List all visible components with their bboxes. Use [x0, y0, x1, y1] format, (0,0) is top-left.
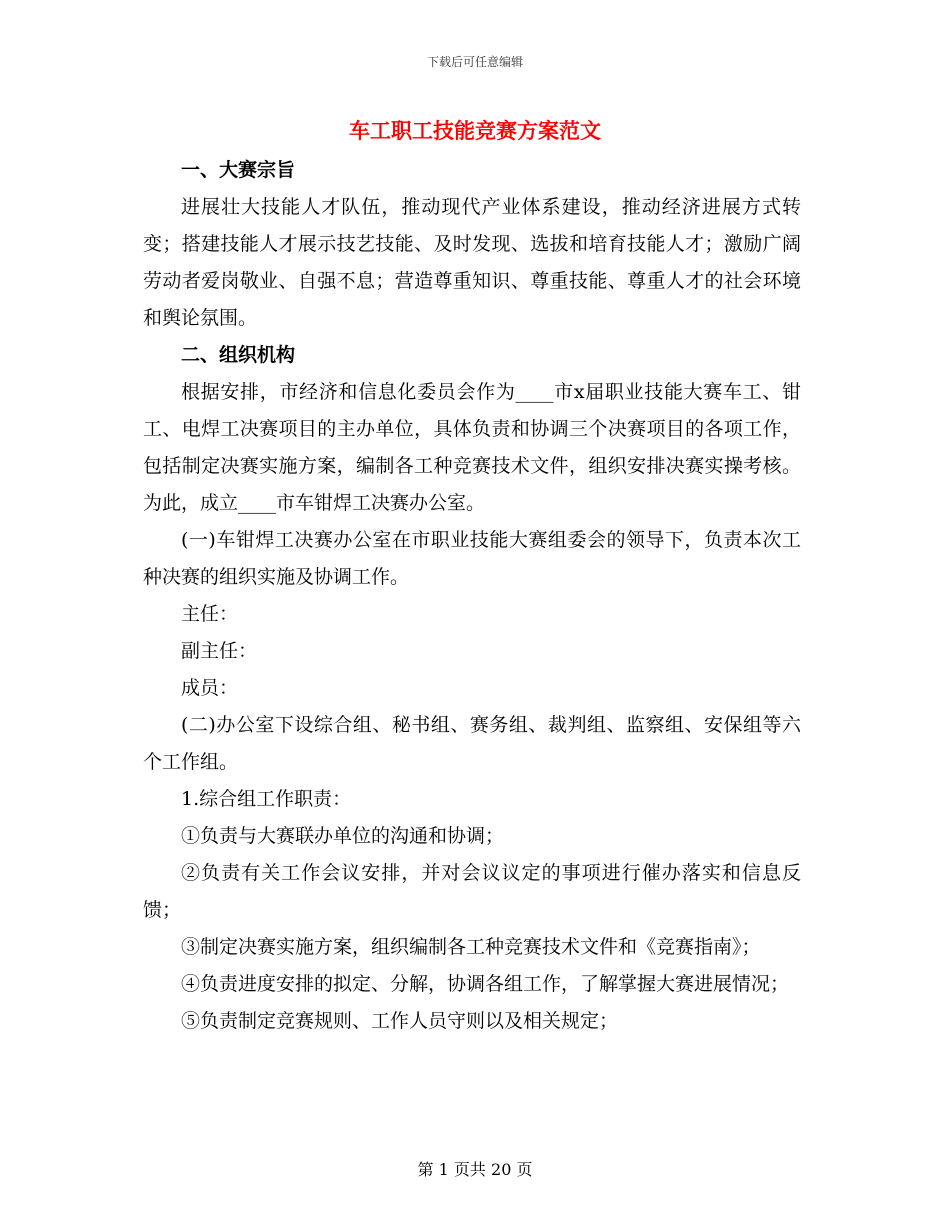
footer-middle: 页共	[453, 1160, 486, 1179]
section-heading-organization: 二、组织机构	[181, 344, 296, 366]
section-heading-purpose: 一、大赛宗旨	[181, 159, 296, 181]
paragraph-director: 主任：	[181, 603, 239, 625]
paragraph-office: (一)车钳焊工决赛办公室在市职业技能大赛组委会的领导下，负责本次工种决赛的组织实施及协调工作。	[143, 529, 801, 588]
page-footer	[0, 1157, 950, 1180]
paragraph-organization: 根据安排，市经济和信息化委员会作为____市x届职业技能大赛车工、钳工、电焊工决赛项目的主办单位，具体负责和协调三个决赛项目的各项工作，包括制定决赛实施方案，编制各工种竞赛技术文件，组织安排决赛实操考核。为此，成立____市车钳焊工决赛办公室。	[143, 381, 801, 514]
document-title: 车工职工技能竞赛方案范文	[349, 118, 601, 143]
document-body	[143, 152, 801, 1040]
footer-suffix: 页	[516, 1160, 533, 1179]
header-note: 下载后可任意编辑	[426, 55, 523, 69]
footer-page-number: 1	[438, 1160, 449, 1179]
footer-page-total: 20	[491, 1160, 512, 1179]
list-item-5: ⑤负责制定竞赛规则、工作人员守则以及相关规定；	[181, 1010, 619, 1032]
list-item-2: ②负责有关工作会议安排，并对会议议定的事项进行催办落实和信息反馈；	[143, 862, 801, 921]
list-item-3: ③制定决赛实施方案，组织编制各工种竞赛技术文件和《竞赛指南》；	[181, 936, 761, 958]
list-item-1: ①负责与大赛联办单位的沟通和协调；	[181, 825, 505, 847]
paragraph-general-group: 1.综合组工作职责：	[181, 788, 352, 810]
paragraph-purpose: 进展壮大技能人才队伍，推动现代产业体系建设，推动经济进展方式转变；搭建技能人才展示技艺技能、及时发现、选拔和培育技能人才；激励广阔劳动者爱岗敬业、自强不息；营造尊重知识、尊重技能、尊重人才的社会环境和舆论氛围。	[143, 196, 801, 329]
list-item-4: ④负责进度安排的拟定、分解，协调各组工作，了解掌握大赛进展情况；	[181, 973, 790, 995]
footer-prefix: 第	[417, 1160, 434, 1179]
paragraph-working-groups: (二)办公室下设综合组、秘书组、赛务组、裁判组、监察组、安保组等六个工作组。	[143, 714, 801, 773]
paragraph-deputy-director: 副主任：	[181, 640, 258, 662]
paragraph-members: 成员：	[181, 677, 239, 699]
